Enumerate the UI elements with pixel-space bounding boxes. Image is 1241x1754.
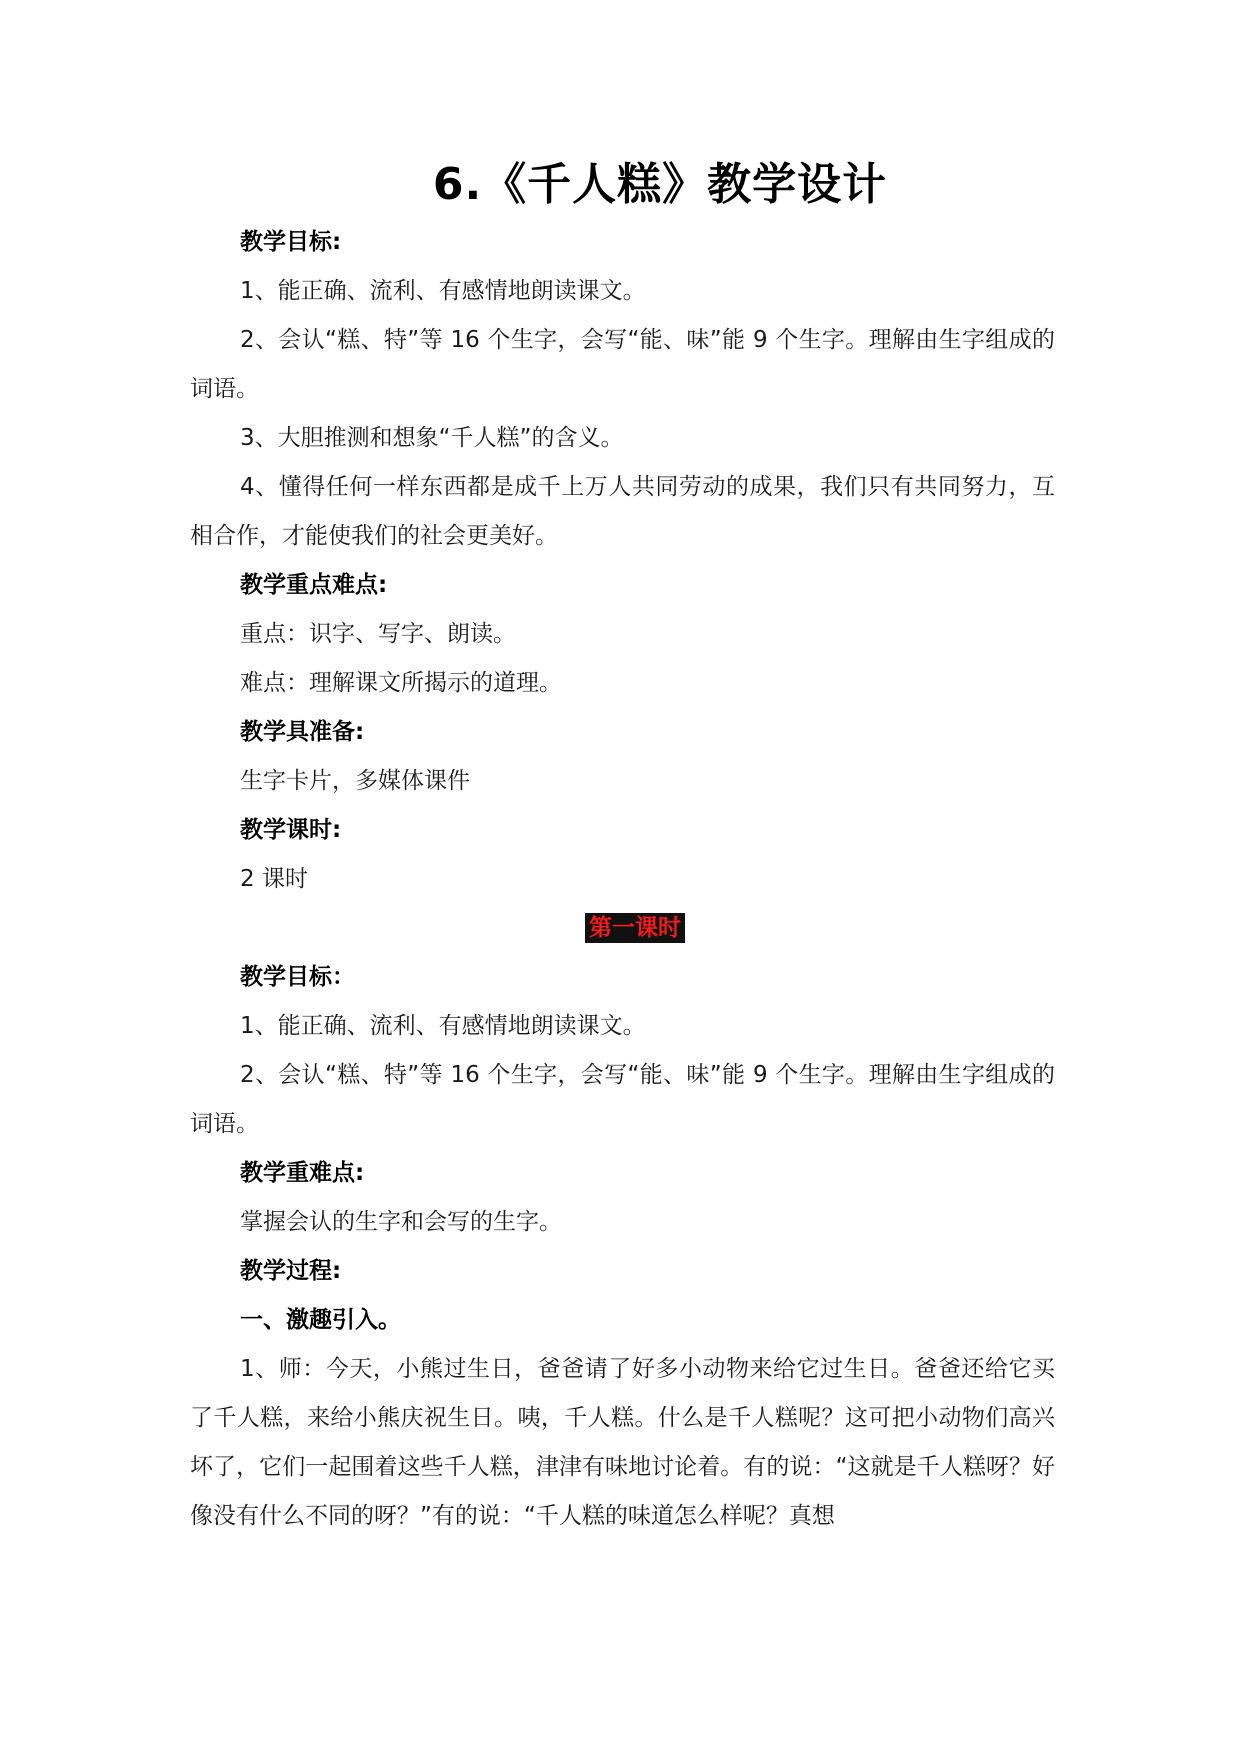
section-heading-class-hours: 教学课时: — [240, 817, 342, 843]
document-body — [190, 218, 1055, 1541]
class-hours-text: 2 课时 — [240, 866, 308, 892]
section-heading-key-points: 教学重点难点: — [240, 572, 388, 598]
lesson-step-heading: 一、激趣引入。 — [240, 1307, 401, 1333]
lesson-step-text: 1、师：今天，小熊过生日，爸爸请了好多小动物来给它过生日。爸爸还给它买了千人糕，来给小熊庆祝生日。咦，千人糕。什么是千人糕呢？这可把小动物们高兴坏了，它们一起围着这些千人糕，津津有味地讨论着。有的说：“这就是千人糕呀？好像没有什么不同的呀？”有的说：“千人糕的味道怎么样呢？真想 — [190, 1356, 1055, 1529]
preparation-text: 生字卡片，多媒体课件 — [240, 768, 470, 794]
lesson-goal-item: 2、会认“糕、特”等 16 个生字，会写“能、味”能 9 个生字。理解由生字组成的词语。 — [190, 1062, 1055, 1137]
section-heading-goals: 教学目标: — [240, 229, 342, 255]
lesson-goals-heading: 教学目标： — [240, 964, 355, 990]
goal-item: 1、能正确、流利、有感情地朗读课文。 — [240, 278, 646, 304]
key-point-item: 重点：识字、写字、朗读。 — [240, 621, 516, 647]
lesson-key-heading: 教学重难点: — [240, 1160, 365, 1186]
goal-item: 2、会认“糕、特”等 16 个生字，会写“能、味”能 9 个生字。理解由生字组成的词语。 — [190, 327, 1055, 402]
lesson-one-badge: 第一课时 — [585, 913, 685, 943]
goal-item: 4、懂得任何一样东西都是成千上万人共同劳动的成果，我们只有共同努力，互相合作，才能使我们的社会更美好。 — [190, 474, 1055, 549]
lesson-key-text: 掌握会认的生字和会写的生字。 — [240, 1209, 562, 1235]
document-title: 6.《千人糕》教学设计 — [432, 159, 888, 210]
section-heading-preparation: 教学具准备: — [240, 719, 365, 745]
goal-item: 3、大胆推测和想象“千人糕”的含义。 — [240, 425, 624, 451]
lesson-goal-item: 1、能正确、流利、有感情地朗读课文。 — [240, 1013, 646, 1039]
lesson-badge-row — [190, 904, 1055, 953]
key-point-item: 难点：理解课文所揭示的道理。 — [240, 670, 562, 696]
lesson-process-heading: 教学过程: — [240, 1258, 342, 1284]
